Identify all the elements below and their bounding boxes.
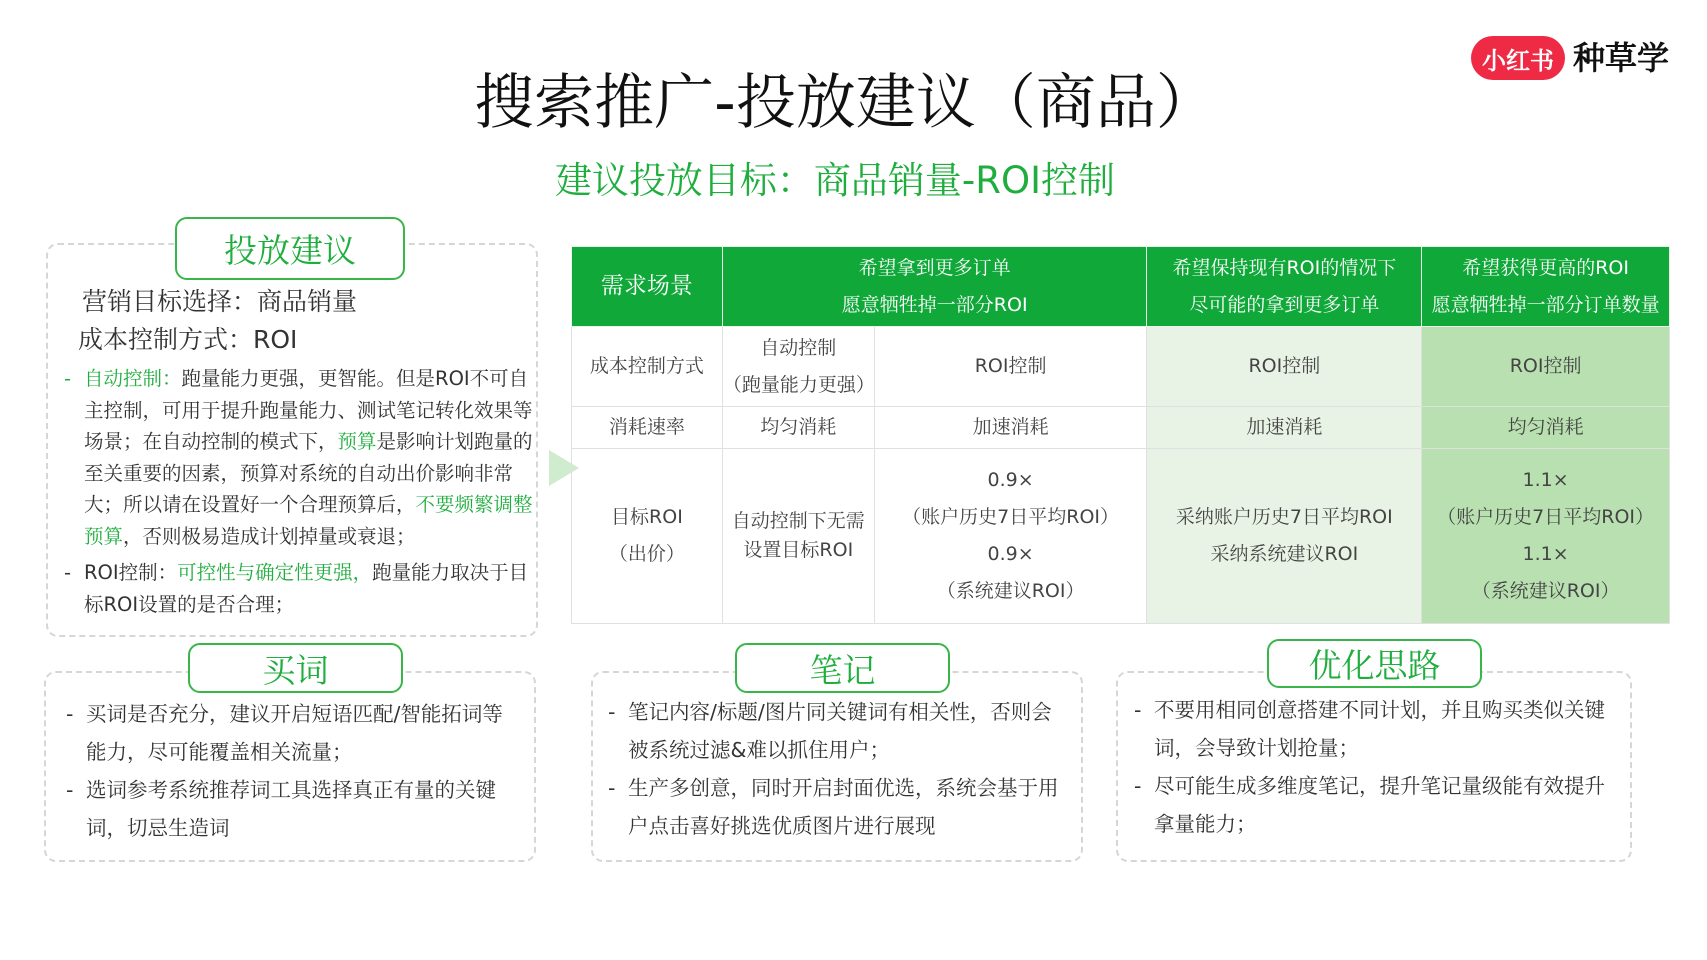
list-item: - 生产多创意，同时开启封面优选，系统会基于用户点击喜好挑选优质图片进行展现 <box>608 776 1059 838</box>
strategy-table <box>571 246 1670 624</box>
list-item: - 不要用相同创意搭建不同计划，并且购买类似关键词，会导致计划抢量； <box>1134 698 1605 760</box>
row-label: 目标ROI （出价） <box>572 449 723 624</box>
table-cell: 自动控制下无需 设置目标ROI <box>722 449 874 624</box>
table-cell: 自动控制 （跑量能力更强） <box>722 327 874 407</box>
page-subtitle: 建议投放目标：商品销量-ROI控制 <box>554 159 1116 202</box>
page-title: 搜索推广-投放建议（商品） <box>474 68 1216 138</box>
notes-list <box>588 693 1068 845</box>
xiaohongshu-logo: 小红书 <box>1471 36 1565 80</box>
marketing-goal: 营销目标选择：商品销量 <box>82 287 358 316</box>
row-label: 成本控制方式 <box>572 327 723 407</box>
list-item: - 笔记内容/标题/图片同关键词有相关性，否则会被系统过滤&难以抓住用户； <box>608 700 1052 762</box>
table-cell: 0.9× （账户历史7日平均ROI） 0.9× （系统建议ROI） <box>874 449 1147 624</box>
list-item: - 选词参考系统推荐词工具选择真正有量的关键词，切忌生造词 <box>66 778 496 840</box>
table-cell: 加速消耗 <box>874 407 1147 449</box>
header-keep-roi: 希望保持现有ROI的情况下 尽可能的拿到更多订单 <box>1147 247 1422 327</box>
logo-text: 种草学 <box>1573 39 1670 77</box>
table-cell: 采纳账户历史7日平均ROI 采纳系统建议ROI <box>1147 449 1422 624</box>
header-higher-roi: 希望获得更高的ROI 愿意牺牲掉一部分订单数量 <box>1422 247 1670 327</box>
table-row <box>572 327 1670 407</box>
auto-control-para: - 自动控制：跑量能力更强，更智能。但是ROI不可自主控制，可用于提升跑量能力、测试笔记转化效果等场景；在自动控制的模式下，预算是影响计划跑量的至关重要的因素，预算对系统的自动出价影响非常大；所以请在设置好一个合理预算后，不要频繁调整预算，否则极易造成计划掉量或衰退； <box>64 367 533 548</box>
list-item: - 尽可能生成多维度笔记，提升笔记量级能有效提升拿量能力； <box>1134 774 1605 836</box>
table-cell: 均匀消耗 <box>1422 407 1670 449</box>
advice-heading: 投放建议 <box>175 217 405 280</box>
table-cell: ROI控制 <box>1147 327 1422 407</box>
table-cell: ROI控制 <box>1422 327 1670 407</box>
row-label: 消耗速率 <box>572 407 723 449</box>
table-header-row <box>572 247 1670 327</box>
advice-content <box>60 283 540 620</box>
optimize-list <box>1114 691 1614 843</box>
table-cell: ROI控制 <box>874 327 1147 407</box>
header-scenario: 需求场景 <box>572 247 723 327</box>
list-item: - 买词是否充分，建议开启短语匹配/智能拓词等能力，尽可能覆盖相关流量； <box>66 702 503 764</box>
table-cell: 1.1× （账户历史7日平均ROI） 1.1× （系统建议ROI） <box>1422 449 1670 624</box>
table-cell: 均匀消耗 <box>722 407 874 449</box>
roi-control-para: - ROI控制：可控性与确定性更强，跑量能力取决于目标ROI设置的是否合理； <box>64 561 529 616</box>
header-more-orders: 希望拿到更多订单 愿意牺牲掉一部分ROI <box>722 247 1147 327</box>
table-row <box>572 449 1670 624</box>
optimize-heading: 优化思路 <box>1267 639 1482 688</box>
keywords-list <box>46 695 516 847</box>
keywords-heading: 买词 <box>188 643 403 693</box>
cost-control: 成本控制方式：ROI <box>78 325 298 354</box>
table-row <box>572 407 1670 449</box>
notes-heading: 笔记 <box>735 643 950 693</box>
table-cell: 加速消耗 <box>1147 407 1422 449</box>
